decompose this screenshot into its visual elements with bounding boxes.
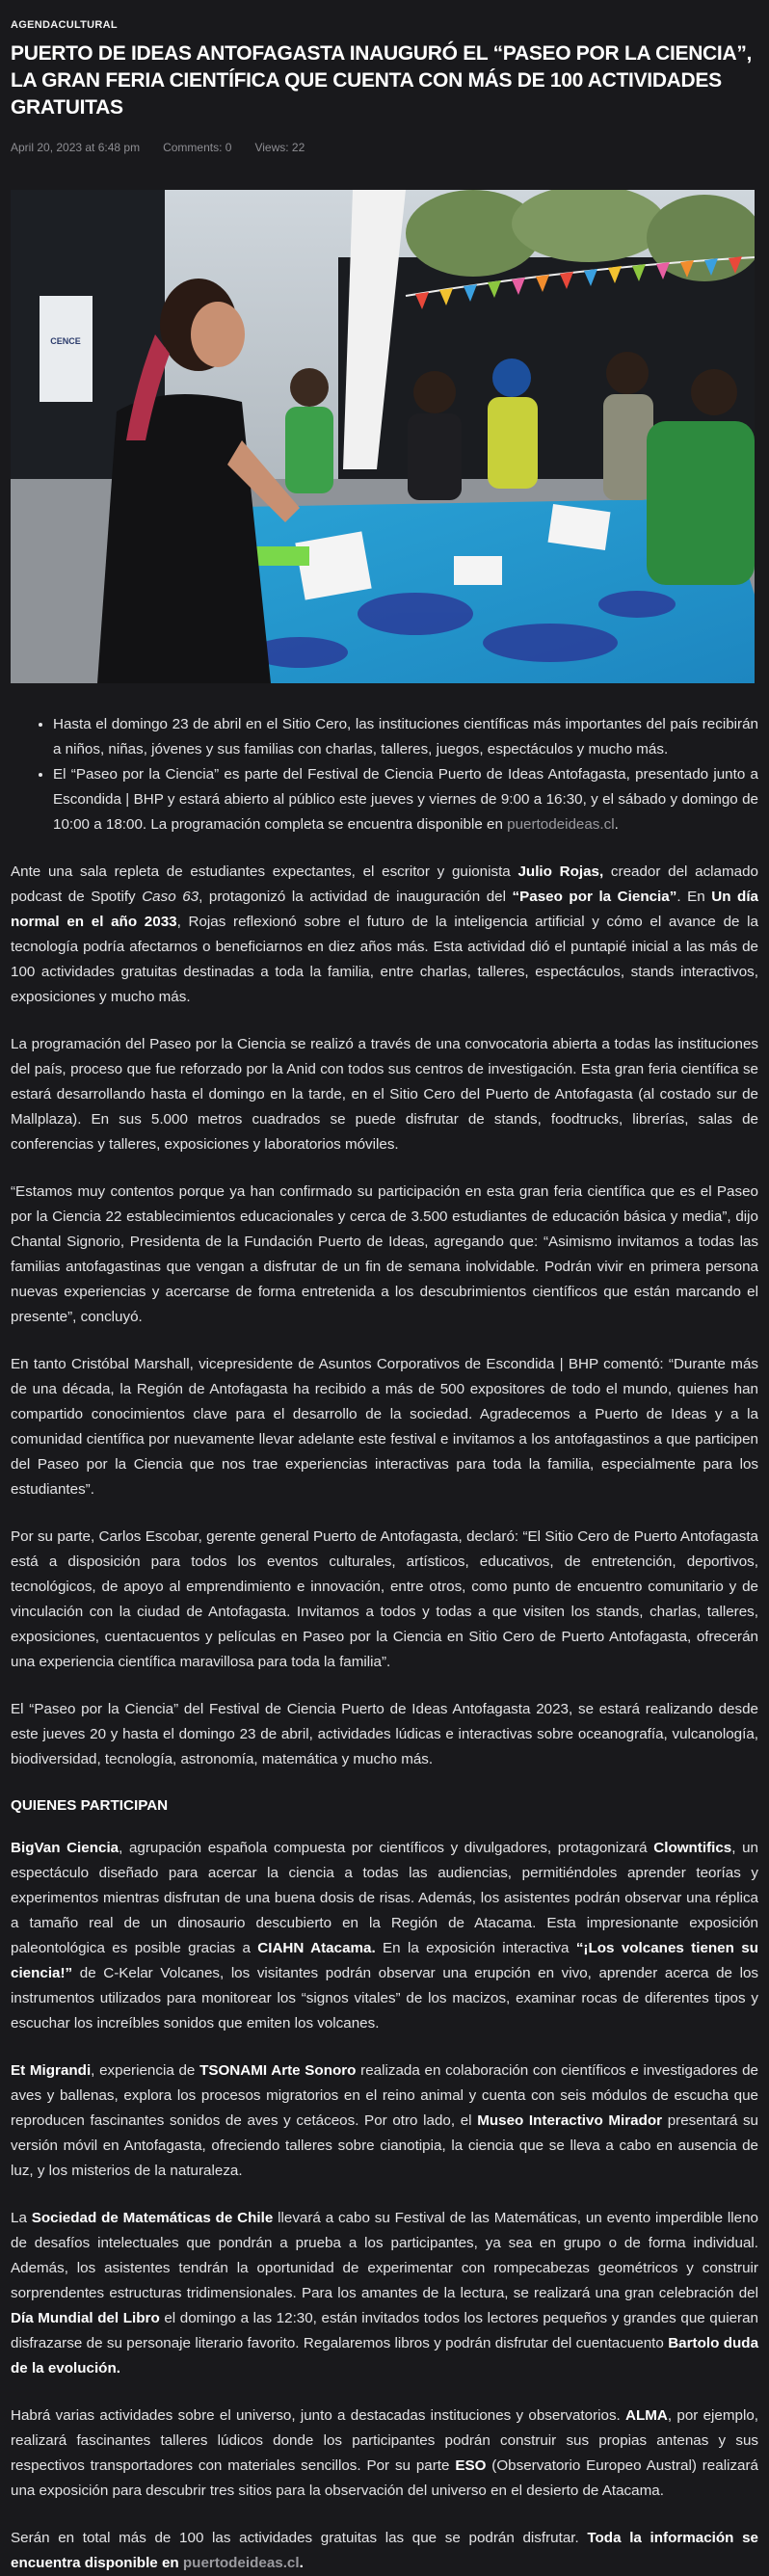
summary-bullets xyxy=(11,712,758,837)
bullet-text: El “Paseo por la Ciencia” es parte del Festival de Ciencia Puerto de Ideas Antofagasta, presentado junto a Escondida | BHP y estará abierto al público este jueves y viernes de 9:00 a 16:30, y el sábado y domingo de 10:00 a 18:00. La programación completa se encuentra disponible en xyxy=(53,766,758,833)
bold-text: ALMA xyxy=(625,2407,668,2424)
puertodeideas-link[interactable]: puertodeideas.cl xyxy=(507,816,615,833)
bold-text: BigVan Ciencia xyxy=(11,1840,119,1856)
post-date: April 20, 2023 at 6:48 pm xyxy=(11,141,141,154)
article-meta xyxy=(11,141,758,154)
bold-text: Día Mundial del Libro xyxy=(11,2310,160,2326)
text: creador del aclamado podcast de Spotify xyxy=(11,863,758,905)
text: (Observatorio Europeo Austral) realizará una exposición para descubrir tres sitios para la observación del universo en el desierto de Atacama. xyxy=(11,2457,758,2499)
views-count: Views: 22 xyxy=(254,141,305,154)
stand-banner-text: CENCE xyxy=(50,336,81,346)
text: , Rojas reflexionó sobre el futuro de la inteligencia artificial y cómo el avance de la tecnología podría afectarnos o beneficiarnos en diez años más. Esta actividad dió el puntapié inicial a las más de 100 actividades gratuitas destinadas a toda la familia, entre charlas, talleres, espectáculos, stands interactivos, exposiciones y mucho más. xyxy=(11,914,758,1005)
green-piece xyxy=(252,546,309,566)
text: realizada en colaboración con científicos e investigadores de aves y ballenas, explora los procesos migratorios en el reino animal y cuenta con seis módulos de escucha que reproducen fascinantes sonidos de aves y cetáceos. Por otro lado, el xyxy=(11,2062,758,2129)
text: Serán en total más de 100 las actividades gratuitas las que se podrán disfrutar. xyxy=(11,2530,588,2546)
bold-text: Et Migrandi xyxy=(11,2062,92,2079)
text: Habrá varias actividades sobre el universo, junto a destacadas instituciones y observatorios. xyxy=(11,2407,626,2424)
paragraph-11 xyxy=(11,2526,758,2576)
paragraph-2: La programación del Paseo por la Ciencia se realizó a través de una convocatoria abierta a todas las instituciones del país, proceso que fue reforzado por la Anid con todos sus centros de investigación. Esta gran feria científica se estará desarrollando hasta el domingo en la tarde, en el Sitio Cero del Puerto de Antofagasta (al costado sur de Mallplaza). En sus 5.000 metros cuadrados se puede disfrutar de stands, foodtrucks, librerías, salas de conferencias y talleres, exposiciones y laboratorios móviles. xyxy=(11,1036,758,1153)
bullet-text-end: . xyxy=(614,816,619,833)
bold-text: . xyxy=(299,2555,304,2571)
bullet-item xyxy=(53,762,758,837)
bold-text: Museo Interactivo Mirador xyxy=(477,2112,663,2129)
bold-text: “Paseo por la Ciencia” xyxy=(512,889,677,905)
text: , un espectáculo diseñado para acercar la ciencia a todas las audiencias, permitiéndoles aprender teorías y experimentos mientras disfrutan de una buena dosis de risas. Además, los asistentes podrán observar una réplica a tamaño real de un dinosaurio descubierto en la Región de Atacama. Esta impresionante exposición paleontológica es posible gracias a xyxy=(11,1840,758,1956)
italic-text: Caso 63 xyxy=(142,889,199,905)
bullet-item: • Hasta el domingo 23 de abril en el Sitio Cero, las instituciones científicas más importantes del país recibirán a niños, niñas, jóvenes y sus familias con charlas, talleres, juegos, espectáculos y mucho más. xyxy=(53,712,758,762)
text: de C-Kelar Volcanes, los visitantes podrán observar una erupción en vivo, aprender acerca de los instrumentos utilizados para monitorear los “signos vitales” de los macizos, examinar rocas de diferentes tipos y escuchar los increíbles sonidos que emiten los volcanes. xyxy=(11,1965,758,2032)
text: En la exposición interactiva xyxy=(375,1940,576,1956)
paragraph-5: Por su parte, Carlos Escobar, gerente general Puerto de Antofagasta, declaró: “El Sitio Cero de Puerto Antofagasta está a disposición para todos los eventos culturales, artísticos, educativos, de entretención, deportivos, tecnológicos, de apoyo al emprendimiento e innovación, entre otros, como punto de encuentro comunitario y de vinculación con la ciudad de Antofagasta. Invitamos a todos y todas a que visiten los stands, charlas, talleres, exposiciones, cuentacuentos y películas en Paseo por la Ciencia en Sitio Cero de Puerto Antofagasta, ofrecerán una experiencia científica maravillosa para toda la familia”. xyxy=(11,1528,758,1670)
text: , protagonizó la actividad de inauguración del xyxy=(199,889,513,905)
bold-text: Sociedad de Matemáticas de Chile xyxy=(31,2210,274,2226)
text: , por ejemplo, realizará fascinantes talleres lúdicos donde los participantes podrán construir sus propias antenas y sus respectivos transportadores con materiales sencillos. Por su parte xyxy=(11,2407,758,2474)
puertodeideas-link[interactable]: puertodeideas.cl xyxy=(182,2555,300,2571)
bold-text: Bartolo duda de la evolución. xyxy=(11,2335,759,2377)
text: La xyxy=(11,2210,32,2226)
paragraph-1 xyxy=(11,860,758,1010)
hero-image xyxy=(11,190,755,683)
article xyxy=(0,19,769,2576)
bold-text: TSONAMI Arte Sonoro xyxy=(199,2062,357,2079)
text: , experiencia de xyxy=(91,2062,200,2079)
bold-text: Un día normal en el año 2033 xyxy=(11,889,758,930)
paragraph-3: “Estamos muy contentos porque ya han confirmado su participación en esta gran feria científica que es el Paseo por la Ciencia 22 establecimientos educacionales y cerca de 3.500 estudiantes de educación básica y media”, dijo Chantal Signorio, Presidenta de la Fundación Puerto de Ideas, agregando que: “Asimismo invitamos a todas las familias antofagastinas que vengan a disfrutar de un fin de semana inolvidable. Podrán vivir en primera persona nuevas experiencias y acercarse de forma entretenida a los descubrimientos científicos que están marcando el presente”, concluyó. xyxy=(11,1183,758,1325)
bold-text: “¡Los volcanes tienen su ciencia!” xyxy=(11,1940,758,1981)
text: llevará a cabo su Festival de las Matemáticas, un evento imperdible lleno de desafíos intelectuales que pondrán a prueba a los participantes, ya sea en grupo o de forma individual. Además, los asistentes tendrán la oportunidad de experimentar con rompecabezas geométricos y construir sorprendentes estructuras tridimensionales. Para los amantes de la lectura, se realizará una gran celebración del xyxy=(11,2210,758,2301)
text: el domingo a las 12:30, están invitados todos los lectores pequeños y grandes que quieran disfrazarse de su personaje literario favorito. Regalaremos libros y podrán disfrutar del cuentacuento xyxy=(11,2310,758,2351)
hero-photo-illustration xyxy=(11,190,755,683)
bold-text: CIAHN Atacama. xyxy=(257,1940,376,1956)
section-heading: QUIENES PARTICIPAN xyxy=(11,1797,169,1814)
text: , agrupación española compuesta por científicos y divulgadores, protagonizará xyxy=(119,1840,654,1856)
stand-banner xyxy=(40,296,93,402)
bold-text: Toda la información se encuentra disponible en xyxy=(11,2530,758,2571)
article-title: PUERTO DE IDEAS ANTOFAGASTA INAUGURÓ EL “PASEO POR LA CIENCIA”, LA GRAN FERIA CIENTÍFICA QUE CUENTA CON MÁS DE 100 ACTIVIDADES GRATUITAS xyxy=(11,42,753,119)
paragraph-7 xyxy=(11,1836,758,2036)
paragraph-10 xyxy=(11,2403,758,2504)
paragraph-9 xyxy=(11,2206,758,2381)
bold-text: Clowntifics xyxy=(653,1840,732,1856)
category-label[interactable]: AGENDACULTURAL xyxy=(11,19,118,31)
text: . En xyxy=(676,889,712,905)
text: Ante una sala repleta de estudiantes expectantes, el escritor y guionista xyxy=(11,863,518,880)
paragraph-6: El “Paseo por la Ciencia” del Festival de Ciencia Puerto de Ideas Antofagasta 2023, se estará realizando desde este jueves 20 y hasta el domingo 23 de abril, actividades lúdicas e interactivas sobre oceanografía, vulcanología, biodiversidad, tecnología, astronomía, matemática y mucho más. xyxy=(11,1701,758,1767)
paragraph-8 xyxy=(11,2058,758,2184)
bold-text: Julio Rojas, xyxy=(517,863,604,880)
comments-count[interactable]: Comments: 0 xyxy=(163,141,232,154)
text: presentará su versión móvil en Antofagasta, ofreciendo talleres sobre cianotipia, la ciencia que se lleva a cabo en ausencia de luz, y los misterios de la naturaleza. xyxy=(11,2112,758,2179)
paragraph-4: En tanto Cristóbal Marshall, vicepresidente de Asuntos Corporativos de Escondida | BHP comentó: “Durante más de una década, la Región de Antofagasta ha recibido a más de 500 expositores de todo el mundo, quienes han compartido conocimientos clave para el desarrollo de la sociedad. Agradecemos a Puerto de Ideas y a la comunidad científica por nuevamente llevar adelante este festival e invitamos a los antofagastinos a que participen del Paseo por la Ciencia que nos trae experiencias interactivas para toda la familia, especialmente para los estudiantes”. xyxy=(11,1356,758,1498)
bold-text: ESO xyxy=(455,2457,487,2474)
